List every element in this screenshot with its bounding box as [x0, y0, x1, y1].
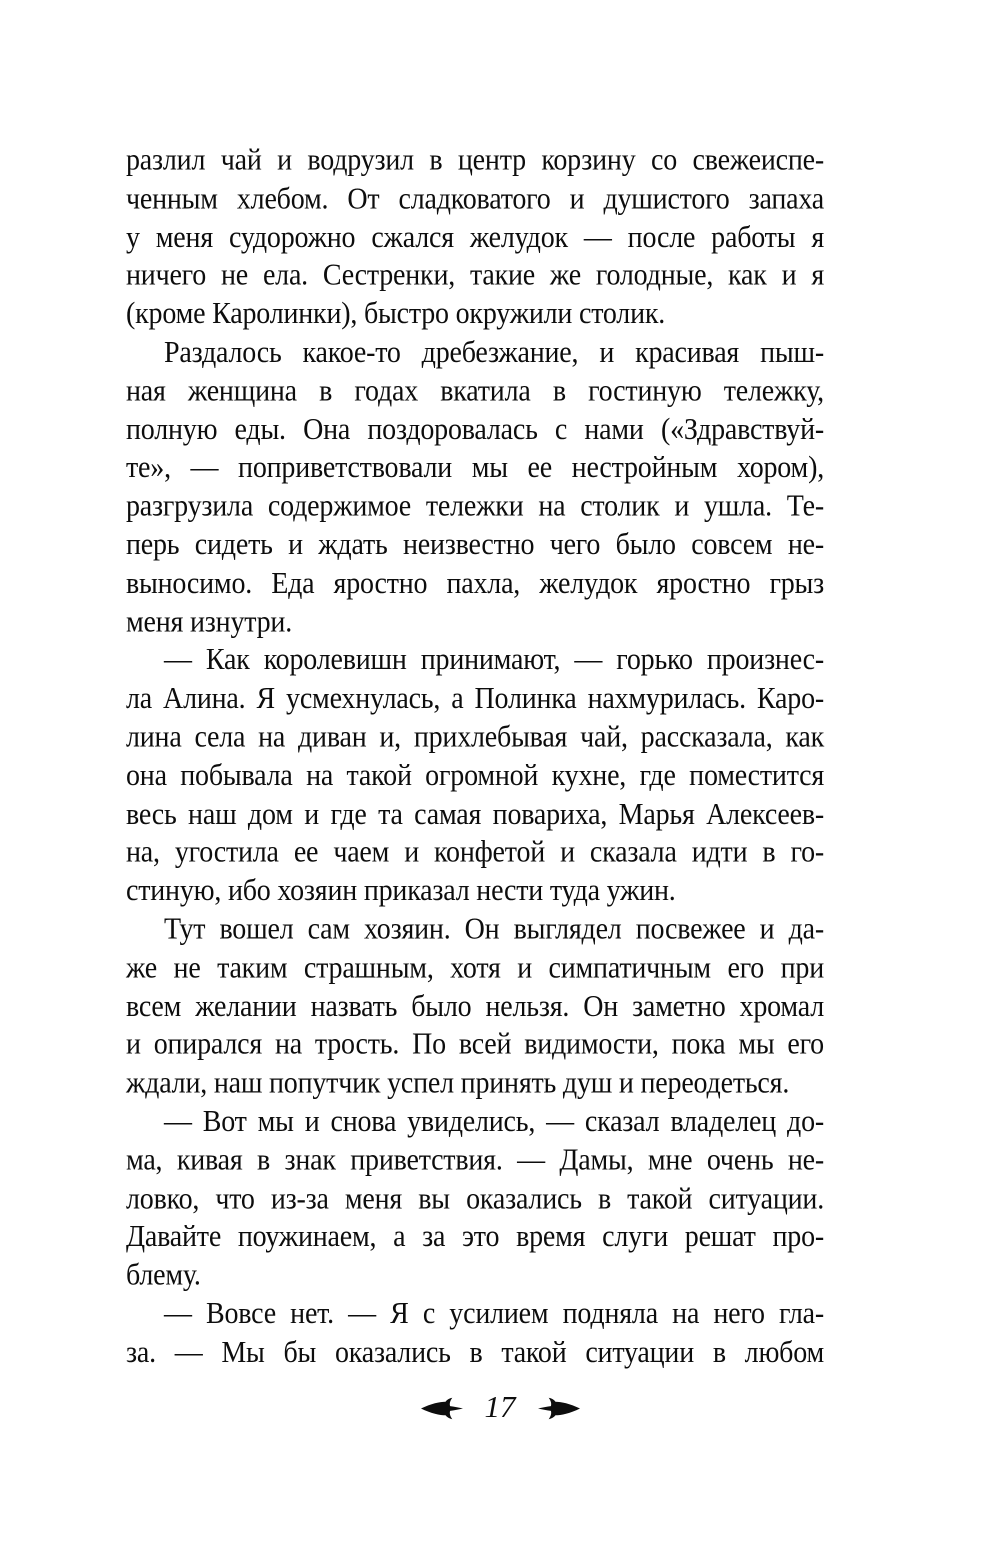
dart-left-ornament-icon [537, 1397, 581, 1420]
text-line: за. — Мы бы оказались в такой ситуации в любом [126, 1335, 824, 1370]
paragraph [126, 1296, 824, 1373]
paragraph [126, 334, 824, 642]
text-line: перь сидеть и ждать неизвестно чего было совсем не- [126, 527, 824, 562]
text-line: ченным хлебом. От сладковатого и душистого запаха [126, 181, 824, 216]
text-line: Давайте поужинаем, а за это время слуги решат про- [126, 1219, 824, 1254]
text-line: блему. [126, 1258, 201, 1293]
paragraph [126, 1103, 824, 1295]
text-line: — Как королевишн принимают, — горько произнес- [164, 642, 824, 678]
text-line: разлил чай и водрузил в центр корзину со свежеиспе- [126, 143, 824, 178]
text-line: (кроме Каролинки), быстро окружили столик. [126, 296, 666, 332]
text-line: разгрузила содержимое тележки на столик и ушла. Те- [126, 489, 824, 524]
text-line: те», — поприветствовали мы ее нестройным хором), [126, 450, 824, 485]
text-line: ла Алина. Я усмехнулась, а Полинка нахмурилась. Каро- [126, 681, 824, 716]
text-line: весь наш дом и где та самая повариха, Марья Алексеев- [126, 796, 824, 832]
page-number: 17 [484, 1388, 516, 1424]
text-line: лина села на диван и, прихлебывая чай, рассказала, как [126, 719, 824, 755]
text-line: выносимо. Еда яростно пахла, желудок яростно грыз [126, 566, 824, 601]
text-line: и опирался на трость. По всей видимости, пока мы его [126, 1027, 824, 1062]
paragraph [126, 642, 824, 911]
text-line: ная женщина в годах вкатила в гостиную тележку, [126, 373, 824, 409]
page-footer [0, 1384, 1000, 1432]
text-line: же не таким страшным, хотя и симпатичным его при [126, 950, 824, 985]
body-text-block [126, 142, 824, 1372]
text-line: ма, кивая в знак приветствия. — Дамы, мне очень не- [126, 1142, 824, 1178]
text-line: на, угостила ее чаем и конфетой и сказала идти в го- [126, 835, 824, 870]
text-line: Тут вошел сам хозяин. Он выглядел посвежее и да- [164, 912, 824, 947]
dart-right-ornament-icon [420, 1397, 464, 1420]
text-line: ждали, наш попутчик успел принять душ и переодеться. [126, 1065, 790, 1101]
text-line: она побывала на такой огромной кухне, где поместится [126, 758, 824, 793]
text-line: меня изнутри. [126, 604, 293, 639]
paragraph [126, 142, 824, 334]
text-line: — Вот мы и снова увиделись, — сказал владелец до- [164, 1104, 824, 1139]
text-line: ничего не ела. Сестренки, такие же голодные, как и я [126, 258, 824, 293]
text-line: — Вовсе нет. — Я с усилием подняла на него гла- [164, 1296, 824, 1331]
paragraph [126, 911, 824, 1103]
text-line: всем желании назвать было нельзя. Он заметно хромал [126, 989, 824, 1024]
text-line: у меня судорожно сжался желудок — после работы я [126, 220, 824, 255]
text-line: ловко, что из-за меня вы оказались в такой ситуации. [126, 1181, 824, 1216]
text-line: полную еды. Она поздоровалась с нами («Здравствуй- [126, 412, 824, 447]
text-line: Раздалось какое-то дребезжание, и красивая пыш- [164, 335, 824, 370]
text-line: стиную, ибо хозяин приказал нести туда ужин. [126, 873, 676, 908]
